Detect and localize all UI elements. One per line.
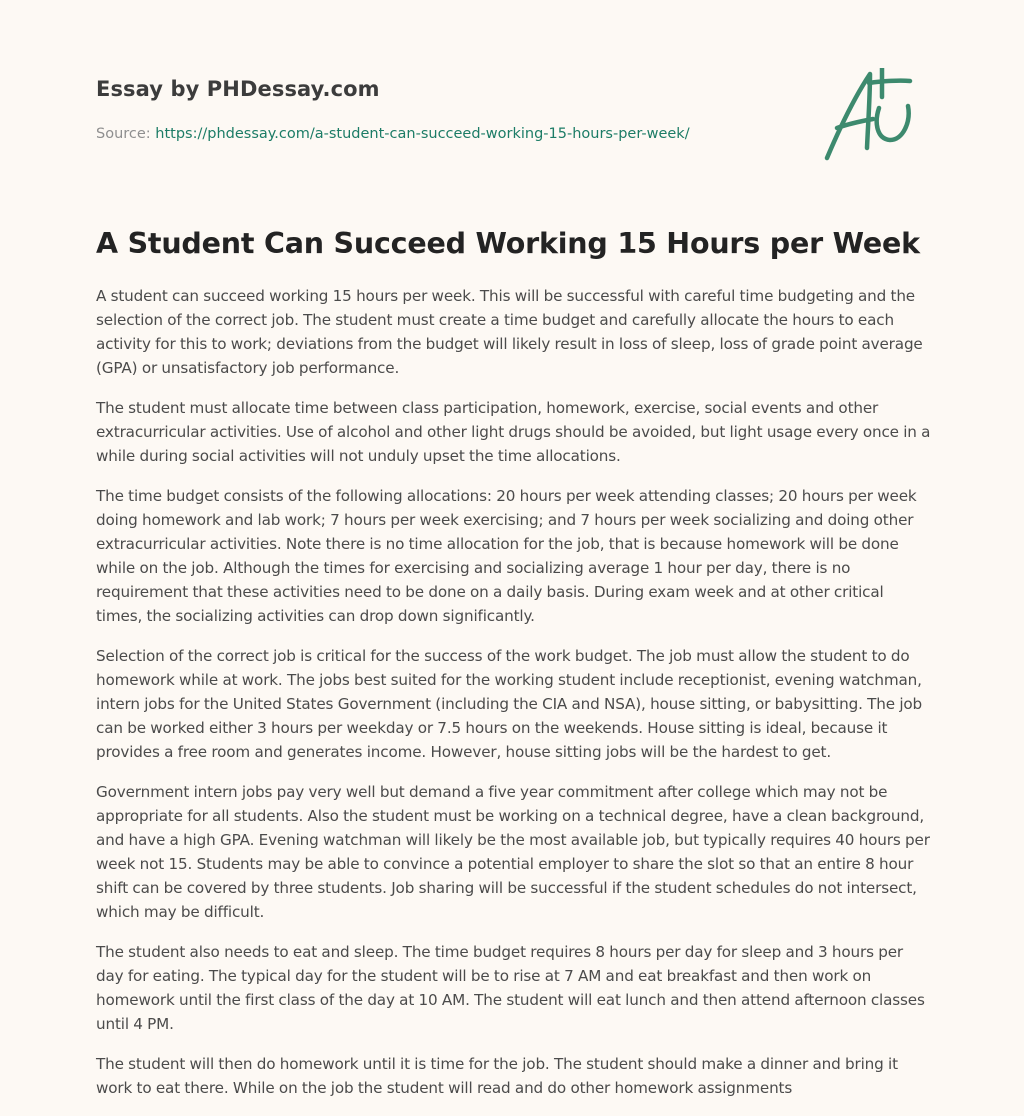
paragraph: The student also needs to eat and sleep. The time budget requires 8 hours per day for sleep and 3 hours per day for eating. The typical day for the student will be to rise at 7 AM and eat breakfast and then work on homework until the first class of the day at 10 AM. The student will eat lunch and then attend afternoon classes until 4 PM. [96, 943, 925, 1033]
paragraph: The time budget consists of the following allocations: 20 hours per week attending classes; 20 hours per week doing homework and lab work; 7 hours per week exercising; and 7 hours per week socializing and doing other extracurricular activities. Note there is no time allocation for the job, that is because homework will be done while on the job. Although the times for exercising and socializing average 1 hour per day, there is no requirement that these activities need to be done on a daily basis. During exam week and at other critical times, the socializing activities can drop down significantly. [96, 487, 917, 625]
paragraph: The student will then do homework until it is time for the job. The student should make a dinner and bring it work to eat there. While on the job the student will read and do other homework assignments [96, 1055, 898, 1097]
site-brand: Essay by PHDessay.com [96, 77, 380, 101]
paragraph: A student can succeed working 15 hours per week. This will be successful with careful time budgeting and the selection of the correct job. The student must create a time budget and carefully allocate the hours to each activity for this to work; deviations from the budget will likely result in loss of sleep, loss of grade point average (GPA) or unsatisfactory job performance. [96, 287, 923, 377]
page-header [96, 74, 928, 174]
paragraph: Selection of the correct job is critical for the success of the work budget. The job must allow the student to do homework while at work. The jobs best suited for the working student include receptionist, evening watchman, intern jobs for the United States Government (including the CIA and NSA), house sitting, or babysitting. The job can be worked either 3 hours per weekday or 7.5 hours on the weekends. House sitting is ideal, because it provides a free room and generates income. However, house sitting jobs will be the hardest to get. [96, 647, 923, 761]
essay-body [96, 284, 932, 1116]
source-line [96, 124, 690, 144]
essay-title: A Student Can Succeed Working 15 Hours per Week [96, 227, 920, 260]
paragraph: The student must allocate time between class participation, homework, exercise, social events and other extracurricular activities. Use of alcohol and other light drugs should be avoided, but light usage every once in a while during social activities will not unduly upset the time allocations. [96, 399, 931, 465]
source-link[interactable]: https://phdessay.com/a-student-can-succeed-working-15-hours-per-week/ [155, 126, 690, 142]
paragraph: Government intern jobs pay very well but demand a five year commitment after college which may not be appropriate for all students. Also the student must be working on a technical degree, have a clean background, and have a high GPA. Evening watchman will likely be the most available job, but typically requires 40 hours per week not 15. Students may be able to convince a potential employer to share the slot so that an entire 8 hour shift can be covered by three students. Job sharing will be successful if the student schedules do not intersect, which may be difficult. [96, 783, 930, 921]
source-label: Source: [96, 126, 156, 142]
a-plus-logo-icon [824, 68, 928, 164]
